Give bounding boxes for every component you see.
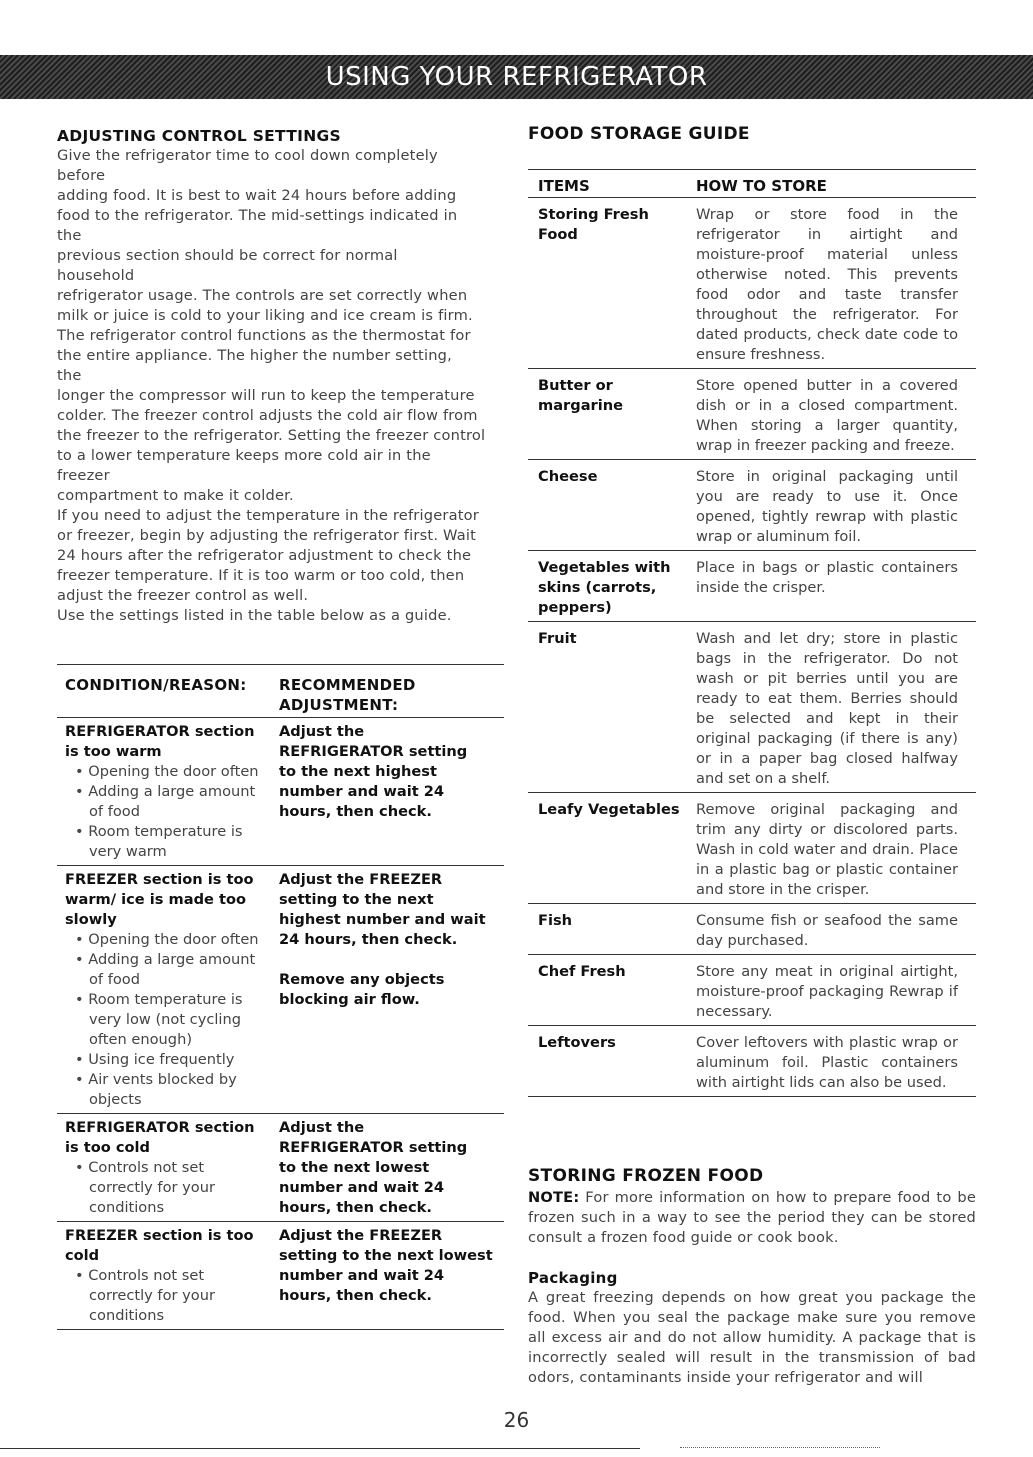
paragraph-line: the <box>57 227 82 244</box>
paragraph-line: Use the settings listed in the table below as a guide. <box>57 607 452 624</box>
condition-reason-line: objects <box>89 1091 142 1108</box>
condition-reason-line: • Adding a large amount <box>75 951 256 968</box>
condition-reason-line: • Opening the door often <box>75 763 259 780</box>
food-item-cell: Storing Fresh Food <box>538 206 649 243</box>
paragraph-line: food to the refrigerator. The mid-settings indicated in <box>57 207 458 224</box>
adjustment-block <box>279 970 504 1010</box>
food-item-cell: Chef Fresh <box>538 963 626 980</box>
frozen-food-heading: STORING FROZEN FOOD <box>528 1166 764 1186</box>
adjustment-line: to the next highest <box>279 763 437 780</box>
adjustment-line: number and wait 24 <box>279 1267 445 1284</box>
paragraph-line: The refrigerator control functions as the thermostat for <box>57 327 471 344</box>
food-table-row <box>528 955 976 1026</box>
condition-cell <box>57 722 279 862</box>
how-to-store-cell: Store in original packaging until you are ready to use it. Once opened, tightly rewrap with plastic wrap or aluminum foil. <box>696 468 958 545</box>
paragraph-line: refrigerator usage. The controls are set correctly when <box>57 287 468 304</box>
condition-title-line: is too warm <box>65 743 162 760</box>
paragraph-line: to a lower temperature keeps more cold air in the <box>57 447 431 464</box>
condition-reason-line: conditions <box>89 1307 165 1324</box>
paragraph-line: Give the refrigerator time to cool down completely <box>57 147 438 164</box>
how-to-store-cell: Store any meat in original airtight, moisture-proof packaging Rewrap if necessary. <box>696 963 958 1020</box>
adjusting-controls-text <box>57 146 505 626</box>
adjustment-header-line: RECOMMENDED <box>279 676 416 694</box>
adjustment-line: hours, then check. <box>279 1287 432 1304</box>
note-text: For more information on how to prepare food to be frozen such in a way to see the period they can be stored consult a frozen food guide or cook book. <box>528 1189 976 1246</box>
condition-table-row <box>57 718 504 866</box>
paragraph-line: before <box>57 167 106 184</box>
adjustment-line: Adjust the FREEZER <box>279 871 443 888</box>
paragraph-line: the <box>57 367 82 384</box>
footer-rule <box>0 1448 640 1449</box>
paragraph-line: the freezer to the refrigerator. Setting the freezer control <box>57 427 486 444</box>
adjustment-line: REFRIGERATOR setting <box>279 1139 468 1156</box>
adjustment-block <box>279 870 504 950</box>
adjustment-line: setting to the next <box>279 891 434 908</box>
paragraph-line: the entire appliance. The higher the number setting, <box>57 347 452 364</box>
paragraph-line: milk or juice is cold to your liking and ice cream is firm. <box>57 307 473 324</box>
adjustment-cell <box>279 1226 504 1326</box>
how-to-store-cell: Consume fish or seafood the same day purchased. <box>696 912 958 949</box>
condition-reason-line: • Controls not set <box>75 1267 205 1284</box>
food-item-cell: Butter or margarine <box>538 377 624 414</box>
condition-table-row <box>57 1222 504 1330</box>
adjustment-line: blocking air flow. <box>279 991 420 1008</box>
adjusting-controls-heading: ADJUSTING CONTROL SETTINGS <box>57 127 341 145</box>
food-table-row <box>528 622 976 793</box>
condition-title-line: REFRIGERATOR section <box>65 723 255 740</box>
adjustment-block <box>279 1226 504 1306</box>
condition-reason-line: • Air vents blocked by <box>75 1071 237 1088</box>
condition-cell <box>57 1118 279 1218</box>
page-header-banner <box>0 55 1033 99</box>
food-item-cell: Leafy Vegetables <box>538 801 680 818</box>
paragraph-line: compartment to make it colder. <box>57 487 294 504</box>
adjustment-cell <box>279 870 504 1110</box>
food-table-row <box>528 793 976 904</box>
packaging-text: A great freezing depends on how great you package the food. When you seal the package make sure you remove all excess air and do not allow humidity. A package that is incorrectly sealed will result in the transmission of bad odors, contaminants inside your refrigerator and will <box>528 1289 976 1386</box>
food-table-row <box>528 904 976 955</box>
condition-table-row <box>57 866 504 1114</box>
condition-table-row <box>57 1114 504 1222</box>
food-item-cell: Leftovers <box>538 1034 616 1051</box>
adjustment-line: Adjust the <box>279 723 365 740</box>
food-storage-table <box>528 169 976 1097</box>
how-to-store-column-header: HOW TO STORE <box>696 177 827 195</box>
frozen-food-note <box>528 1188 976 1248</box>
paragraph-line: longer the compressor will run to keep the temperature <box>57 387 475 404</box>
paragraph-line: colder. The freezer control adjusts the cold air flow from <box>57 407 478 424</box>
food-storage-heading: FOOD STORAGE GUIDE <box>528 124 750 144</box>
condition-reason-line: • Opening the door often <box>75 931 259 948</box>
paragraph-line: adding food. It is best to wait 24 hours before adding <box>57 187 457 204</box>
how-to-store-cell: Place in bags or plastic containers inside the crisper. <box>696 559 958 596</box>
adjustment-line: highest number and wait <box>279 911 486 928</box>
adjustment-block <box>279 1118 504 1218</box>
frozen-food-section <box>528 1164 976 1388</box>
food-table-row <box>528 369 976 460</box>
condition-reason-line: correctly for your <box>89 1179 215 1196</box>
condition-title-line: slowly <box>65 911 117 928</box>
how-to-store-cell: Wash and let dry; store in plastic bags in the refrigerator. Do not wash or pit berries until you are ready to eat them. Berries should be selected and kept in their original packaging (if there is any) or in a paper bag closed halfway and set on a shelf. <box>696 630 958 787</box>
condition-title-line: REFRIGERATOR section <box>65 1119 255 1136</box>
condition-reason-line: of food <box>89 971 140 988</box>
condition-reason-line: often enough) <box>89 1031 193 1048</box>
condition-reason-line: conditions <box>89 1199 165 1216</box>
items-column-header: ITEMS <box>538 177 590 195</box>
adjustment-line: hours, then check. <box>279 803 432 820</box>
condition-reason-line: correctly for your <box>89 1287 215 1304</box>
condition-reason-line: very warm <box>89 843 167 860</box>
condition-cell <box>57 870 279 1110</box>
food-storage-section <box>528 122 976 146</box>
adjustment-block <box>279 722 504 822</box>
condition-reason-line: very low (not cycling <box>89 1011 241 1028</box>
condition-reason-line: • Controls not set <box>75 1159 205 1176</box>
adjustment-column-header <box>279 675 504 715</box>
adjustment-cell <box>279 722 504 862</box>
how-to-store-cell: Store opened butter in a covered dish or in a closed compartment. When storing a larger quantity, wrap in freezer packing and freeze. <box>696 377 958 454</box>
condition-title-line: FREEZER section is too <box>65 1227 254 1244</box>
footer-dotted-rule <box>680 1447 880 1448</box>
adjusting-controls-section <box>57 126 505 626</box>
adjustment-line: 24 hours, then check. <box>279 931 458 948</box>
note-label: NOTE: <box>528 1189 580 1206</box>
food-item-cell: Vegetables with skins (carrots, peppers) <box>538 559 671 616</box>
food-table-header-row <box>528 170 976 198</box>
how-to-store-cell: Remove original packaging and trim any dirty or discolored parts. Wash in cold water and drain. Place in a plastic bag or plastic container and store in the crisper. <box>696 801 958 898</box>
condition-column-header: CONDITION/REASON: <box>65 676 247 694</box>
packaging-heading: Packaging <box>528 1269 618 1287</box>
food-table-row <box>528 1026 976 1097</box>
paragraph-line: freezer temperature. If it is too warm or too cold, then <box>57 567 465 584</box>
paragraph-line: previous section should be correct for normal <box>57 247 398 264</box>
condition-reason-line: of food <box>89 803 140 820</box>
condition-table-header-row <box>57 665 504 718</box>
adjustment-line: number and wait 24 <box>279 1179 445 1196</box>
adjustment-line: number and wait 24 <box>279 783 445 800</box>
adjustment-cell <box>279 1118 504 1218</box>
paragraph-line: freezer <box>57 467 110 484</box>
condition-title-line: FREEZER section is too <box>65 871 254 888</box>
food-table-row <box>528 551 976 622</box>
condition-title-line: cold <box>65 1247 100 1264</box>
food-item-cell: Fish <box>538 912 573 929</box>
paragraph-line: or freezer, begin by adjusting the refrigerator first. Wait <box>57 527 477 544</box>
food-table-row <box>528 460 976 551</box>
condition-title-line: is too cold <box>65 1139 151 1156</box>
page-number: 26 <box>503 1408 530 1432</box>
adjustment-header-line: ADJUSTMENT: <box>279 696 399 714</box>
condition-reason-line: • Using ice frequently <box>75 1051 235 1068</box>
how-to-store-cell: Wrap or store food in the refrigerator in airtight and moisture-proof material unless otherwise noted. This prevents food odor and taste transfer throughout the refrigerator. For dated products, check date code to ensure freshness. <box>696 206 958 363</box>
adjustment-line: to the next lowest <box>279 1159 430 1176</box>
condition-reason-line: • Room temperature is <box>75 823 243 840</box>
adjustment-line: REFRIGERATOR setting <box>279 743 468 760</box>
adjustment-line: hours, then check. <box>279 1199 432 1216</box>
paragraph-line: 24 hours after the refrigerator adjustment to check the <box>57 547 472 564</box>
paragraph-line: If you need to adjust the temperature in the refrigerator <box>57 507 479 524</box>
food-table-row <box>528 198 976 369</box>
paragraph-line: adjust the freezer control as well. <box>57 587 309 604</box>
paragraph-line: household <box>57 267 135 284</box>
adjustment-line: Remove any objects <box>279 971 445 988</box>
adjustment-line: Adjust the <box>279 1119 365 1136</box>
food-item-cell: Cheese <box>538 468 598 485</box>
condition-reason-line: • Adding a large amount <box>75 783 256 800</box>
condition-cell <box>57 1226 279 1326</box>
condition-title-line: warm/ ice is made too <box>65 891 247 908</box>
condition-adjustment-table <box>57 664 504 1330</box>
adjustment-line: setting to the next lowest <box>279 1247 493 1264</box>
page-title: USING YOUR REFRIGERATOR <box>325 62 708 92</box>
adjustment-line: Adjust the FREEZER <box>279 1227 443 1244</box>
how-to-store-cell: Cover leftovers with plastic wrap or aluminum foil. Plastic containers with airtight lids can also be used. <box>696 1034 958 1091</box>
food-item-cell: Fruit <box>538 630 577 647</box>
condition-reason-line: • Room temperature is <box>75 991 243 1008</box>
